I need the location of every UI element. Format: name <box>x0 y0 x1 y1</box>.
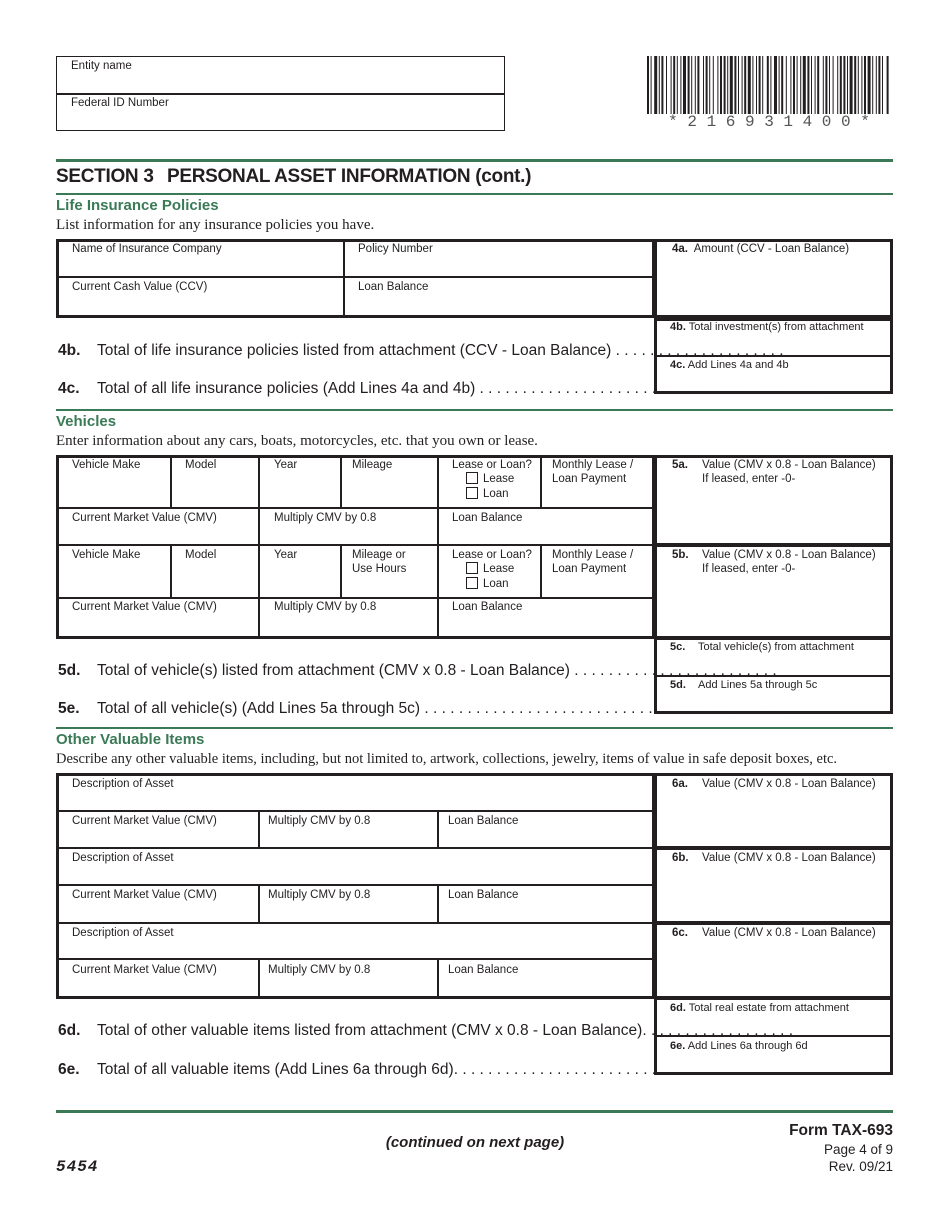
barcode-bar <box>706 56 708 114</box>
veh2-mileage-label <box>352 548 406 576</box>
veh1-col-model <box>170 457 172 507</box>
policy-number-label: Policy Number <box>358 243 433 255</box>
barcode-bar <box>829 56 830 114</box>
barcode-bar <box>815 56 816 114</box>
veh2-col-mileage <box>340 546 342 597</box>
val2-multiply-label: Multiply CMV by 0.8 <box>268 889 371 901</box>
veh1-loan-balance-label: Loan Balance <box>452 512 523 524</box>
line-6d-box-label <box>670 1001 849 1015</box>
barcode-bar <box>887 56 889 114</box>
line-5d-number: 5d. <box>58 662 81 679</box>
barcode-bar <box>864 56 866 114</box>
line-5b-label-1: Value (CMV x 0.8 - Loan Balance) <box>702 549 876 561</box>
veh2-mileage-label-2: Use Hours <box>352 563 407 575</box>
line-5e-text: Total of all vehicle(s) (Add Lines 5a through 5c) . . . . . . . . . . . . . . . . . . . . . . . . . . . . . . . . . . . . . . . . . . <box>97 700 782 717</box>
val3-cmv-label: Current Market Value (CMV) <box>72 964 217 976</box>
barcode-bar <box>868 56 871 114</box>
veh-row-divider-2 <box>58 544 654 546</box>
barcode-bar <box>779 56 780 114</box>
line-6e-text: Total of all valuable items (Add Lines 6a through 6d). . . . . . . . . . . . . . . . . . . . . . . . . . . . . . . . . . . . . . . . <box>97 1061 794 1078</box>
line-6d-text: Total of other valuable items listed from attachment (CMV x 0.8 - Loan Balance). . . . . . . . . . . . . . . . . . <box>97 1022 794 1039</box>
barcode-bar <box>742 56 743 114</box>
valuables-heading: Other Valuable Items <box>56 731 205 748</box>
line-4a-number: 4a. <box>672 243 688 255</box>
barcode-bar <box>825 56 827 114</box>
veh1-loan-checkbox[interactable] <box>466 487 509 501</box>
val3-divider <box>58 958 654 960</box>
line-6c-label: Value (CMV x 0.8 - Loan Balance) <box>702 927 876 939</box>
line-5e <box>58 700 782 718</box>
veh1-loan-text: Loan <box>483 488 509 500</box>
val3-multiply-label: Multiply CMV by 0.8 <box>268 964 371 976</box>
line-6a-label: Value (CMV x 0.8 - Loan Balance) <box>702 778 876 790</box>
veh1-lease-loan-label: Lease or Loan? <box>452 459 532 471</box>
entity-name-label: Entity name <box>71 60 132 72</box>
life-insurance-intro: List information for any insurance policies you have. <box>56 217 375 233</box>
barcode-bar <box>843 56 845 114</box>
val-group-divider-1 <box>58 847 654 849</box>
line-6e-box-text: Add Lines 6a through 6d <box>687 1040 808 1052</box>
veh2-mileage-label-1: Mileage or <box>352 549 406 561</box>
val2-description-label: Description of Asset <box>72 852 174 864</box>
ccv-input[interactable] <box>60 295 340 313</box>
line-4a-label <box>672 242 849 256</box>
line-5a-label <box>702 458 876 486</box>
line-5d-box-number: 5d. <box>670 679 686 691</box>
barcode-bar <box>752 56 753 114</box>
line-6d-box-text: Total real estate from attachment <box>688 1002 849 1014</box>
line-4c-text: Total of all life insurance policies (Add Lines 4a and 4b) . . . . . . . . . . . . . . . . . . . . . . . . . . . . . . . . . . . . . . . . <box>97 380 820 397</box>
veh2-monthly-label <box>552 548 633 576</box>
barcode-bar <box>882 56 883 114</box>
barcode-bar <box>854 56 856 114</box>
veh2-monthly-label-2: Loan Payment <box>552 563 627 575</box>
veh1-multiply-label: Multiply CMV by 0.8 <box>274 512 377 524</box>
line-5a-number: 5a. <box>672 459 688 471</box>
barcode-bar <box>654 56 657 114</box>
line-6d-box-number: 6d. <box>670 1002 686 1014</box>
veh2-model-label: Model <box>185 549 217 561</box>
veh2-lease-checkbox[interactable] <box>466 562 514 576</box>
section-number: SECTION 3 <box>56 166 154 187</box>
veh1-monthly-label-1: Monthly Lease / <box>552 459 634 471</box>
barcode-bar <box>823 56 824 114</box>
line-5d <box>58 662 777 680</box>
barcode-bar <box>759 56 761 114</box>
barcode-bar <box>797 56 798 114</box>
policy-box-divider <box>58 276 654 278</box>
life-insurance-heading: Life Insurance Policies <box>56 197 219 214</box>
barcode-bar <box>695 56 696 114</box>
veh2-lease-text: Lease <box>483 563 515 575</box>
veh1-col-mileage <box>340 457 342 507</box>
veh1-col-lease <box>437 457 439 544</box>
barcode-bar <box>811 56 812 114</box>
line-6d-number: 6d. <box>58 1022 81 1039</box>
barcode-bar <box>837 56 838 114</box>
barcode-bar <box>713 56 714 114</box>
veh2-year-label: Year <box>274 549 298 561</box>
line-4b-text: Total of life insurance policies listed from attachment (CCV - Loan Balance) . . . . . . . . . . . . . . . . . . . . <box>97 342 784 359</box>
barcode-bar <box>661 56 663 114</box>
barcode-bar <box>774 56 777 114</box>
val2-cmv-label: Current Market Value (CMV) <box>72 889 217 901</box>
veh2-col-model <box>170 546 172 597</box>
line-5c-box-number: 5c. <box>670 641 686 653</box>
federal-id-input[interactable] <box>60 111 501 129</box>
entity-info-divider <box>56 93 505 95</box>
veh2-lease-loan-label: Lease or Loan? <box>452 549 532 561</box>
section-top-rule <box>56 159 893 162</box>
val1-multiply-label: Multiply CMV by 0.8 <box>268 815 371 827</box>
line-5e-number: 5e. <box>58 700 80 717</box>
line-5d-box-label: Add Lines 5a through 5c <box>698 679 818 691</box>
ccv-label: Current Cash Value (CCV) <box>72 281 208 293</box>
barcode-bar <box>767 56 769 114</box>
barcode-bar <box>803 56 806 114</box>
veh1-year-label: Year <box>274 459 298 471</box>
veh1-cmv-label: Current Market Value (CMV) <box>72 512 217 524</box>
barcode-bar <box>840 56 842 114</box>
veh2-loan-balance-label: Loan Balance <box>452 601 523 613</box>
line-6e-box-number: 6e. <box>670 1040 686 1052</box>
barcode-bar <box>709 56 710 114</box>
veh1-lease-box[interactable] <box>466 472 478 484</box>
barcode-bar <box>833 56 834 114</box>
line-5c-box-label: Total vehicle(s) from attachment <box>698 641 854 653</box>
line-4b-box-number: 4b. <box>670 321 686 333</box>
insurance-company-label: Name of Insurance Company <box>72 243 222 255</box>
veh1-col-monthly <box>540 457 542 507</box>
policy-box-vdivider <box>343 241 345 316</box>
veh2-make-label: Vehicle Make <box>72 549 141 561</box>
form-name: Form TAX-693 <box>789 1122 893 1139</box>
barcode-bar <box>817 56 819 114</box>
barcode-bar <box>671 56 672 114</box>
line-4c-box-text: Add Lines 4a and 4b <box>687 359 789 371</box>
veh2-lease-box[interactable] <box>466 562 478 574</box>
veh2-col-year <box>258 546 260 637</box>
val1-divider <box>58 810 654 812</box>
footer-rule <box>56 1110 893 1113</box>
barcode-bar <box>770 56 771 114</box>
veh1-monthly-label-2: Loan Payment <box>552 473 627 485</box>
val3-col-multiply <box>258 958 260 997</box>
val2-col-loan <box>437 884 439 922</box>
line-6e-number: 6e. <box>58 1061 80 1078</box>
val2-col-multiply <box>258 884 260 922</box>
veh-row-divider-1 <box>58 507 654 509</box>
val1-description-label: Description of Asset <box>72 778 174 790</box>
line-4a-text: Amount (CCV - Loan Balance) <box>693 243 850 255</box>
vehicles-intro: Enter information about any cars, boats, motorcycles, etc. that you own or lease. <box>56 433 538 449</box>
barcode-bar <box>738 56 739 114</box>
barcode-bar <box>876 56 877 114</box>
val1-cmv-label: Current Market Value (CMV) <box>72 815 217 827</box>
barcode-bar <box>673 56 675 114</box>
val3-col-loan <box>437 958 439 997</box>
policy-loan-balance-label: Loan Balance <box>358 281 429 293</box>
line-6b-label: Value (CMV x 0.8 - Loan Balance) <box>702 852 876 864</box>
veh2-col-lease <box>437 546 439 637</box>
barcode-bar <box>730 56 733 114</box>
val-group-divider-2 <box>58 922 654 924</box>
barcode-bar <box>717 56 718 114</box>
line-4b-box-label <box>670 320 864 334</box>
barcode-bar <box>850 56 853 114</box>
barcode-bar <box>697 56 699 114</box>
barcode-bar <box>727 56 728 114</box>
veh2-loan-checkbox[interactable] <box>466 577 509 591</box>
barcode-bar <box>786 56 787 114</box>
line-5b-number: 5b. <box>672 549 689 561</box>
line-4c-box-label <box>670 358 789 372</box>
veh1-mileage-label: Mileage <box>352 459 393 471</box>
line-6a-number: 6a. <box>672 778 688 790</box>
barcode-bar <box>666 56 667 114</box>
vehicles-heading: Vehicles <box>56 413 117 430</box>
line-6e-box-label <box>670 1039 808 1053</box>
barcode-bar <box>847 56 848 114</box>
valuables-intro: Describe any other valuable items, including, but not limited to, artwork, collections, jewelry, items of value in safe deposit boxes, etc. <box>56 751 838 767</box>
line-4b <box>58 342 784 360</box>
barcode-bar <box>800 56 801 114</box>
line-6b-number: 6b. <box>672 852 689 864</box>
barcode-text: * 2 1 6 9 3 1 4 0 0 * <box>668 113 870 131</box>
barcode-bar <box>790 56 791 114</box>
val1-col-multiply <box>258 810 260 847</box>
valuables-top-rule <box>56 727 893 729</box>
barcode-bar <box>861 56 862 114</box>
line-4c-box-number: 4c. <box>670 359 686 371</box>
section-title: PERSONAL ASSET INFORMATION (cont.) <box>167 166 532 187</box>
barcode-bar <box>762 56 763 114</box>
barcode-bar <box>748 56 751 114</box>
veh2-cmv-label: Current Market Value (CMV) <box>72 601 217 613</box>
line-4b-box-text: Total investment(s) from attachment <box>688 321 864 333</box>
entity-name-input[interactable] <box>60 74 501 92</box>
barcode-bar <box>680 56 681 114</box>
barcode-bar <box>659 56 660 114</box>
line-5a-label-1: Value (CMV x 0.8 - Loan Balance) <box>702 459 876 471</box>
line-5a-label-2: If leased, enter -0- <box>702 473 796 485</box>
line-4b-number: 4b. <box>58 342 81 359</box>
barcode-bar <box>677 56 678 114</box>
line-6e <box>58 1061 794 1079</box>
barcode <box>646 56 892 116</box>
barcode-bar <box>807 56 809 114</box>
barcode-bar <box>734 56 736 114</box>
veh1-monthly-label <box>552 458 633 486</box>
barcode-bar <box>691 56 692 114</box>
barcode-bar <box>872 56 873 114</box>
val3-description-label: Description of Asset <box>72 927 174 939</box>
page-number: Page 4 of 9 <box>823 1142 893 1157</box>
continued-note: (continued on next page) <box>385 1134 565 1151</box>
veh2-col-monthly <box>540 546 542 597</box>
barcode-bar <box>683 56 686 114</box>
line-5b-label <box>702 548 876 576</box>
barcode-bar <box>793 56 795 114</box>
line-4c-number: 4c. <box>58 380 80 397</box>
policy-number-input[interactable] <box>346 257 651 275</box>
veh1-model-label: Model <box>185 459 217 471</box>
barcode-bar <box>703 56 704 114</box>
barcode-bar <box>878 56 880 114</box>
line-6c-number: 6c. <box>672 927 688 939</box>
barcode-bar <box>688 56 690 114</box>
val2-divider <box>58 884 654 886</box>
val1-col-loan <box>437 810 439 847</box>
form-code: 5454 <box>56 1158 99 1176</box>
barcode-bar <box>647 56 649 114</box>
barcode-bar <box>724 56 726 114</box>
veh2-loan-box[interactable] <box>466 577 478 589</box>
veh1-make-label: Vehicle Make <box>72 459 141 471</box>
barcode-bar <box>781 56 783 114</box>
barcode-bar <box>744 56 746 114</box>
section-bottom-rule <box>56 193 893 195</box>
val2-loan-balance-label: Loan Balance <box>448 889 519 901</box>
veh1-col-year <box>258 457 260 544</box>
veh2-multiply-label: Multiply CMV by 0.8 <box>274 601 377 613</box>
barcode-bar <box>720 56 722 114</box>
veh2-monthly-label-1: Monthly Lease / <box>552 549 634 561</box>
line-4c <box>58 380 820 398</box>
federal-id-label: Federal ID Number <box>71 97 169 109</box>
policy-loan-balance-input[interactable] <box>346 295 651 313</box>
revision: Rev. 09/21 <box>828 1159 893 1174</box>
insurance-company-input[interactable] <box>60 257 340 275</box>
barcode-bar <box>756 56 757 114</box>
veh1-loan-box[interactable] <box>466 487 478 499</box>
veh-row-divider-3 <box>58 597 654 599</box>
veh2-loan-text: Loan <box>483 578 509 590</box>
line-5b-label-2: If leased, enter -0- <box>702 563 796 575</box>
line-5d-text: Total of vehicle(s) listed from attachment (CMV x 0.8 - Loan Balance) . . . . . . . . . . . . . . . . . . . . . . . . <box>97 662 777 679</box>
veh1-lease-text: Lease <box>483 473 515 485</box>
val1-loan-balance-label: Loan Balance <box>448 815 519 827</box>
val3-loan-balance-label: Loan Balance <box>448 964 519 976</box>
veh1-lease-checkbox[interactable] <box>466 472 514 486</box>
line-6d <box>58 1022 794 1040</box>
vehicles-top-rule <box>56 409 893 411</box>
barcode-bar <box>858 56 859 114</box>
barcode-bar <box>651 56 652 114</box>
